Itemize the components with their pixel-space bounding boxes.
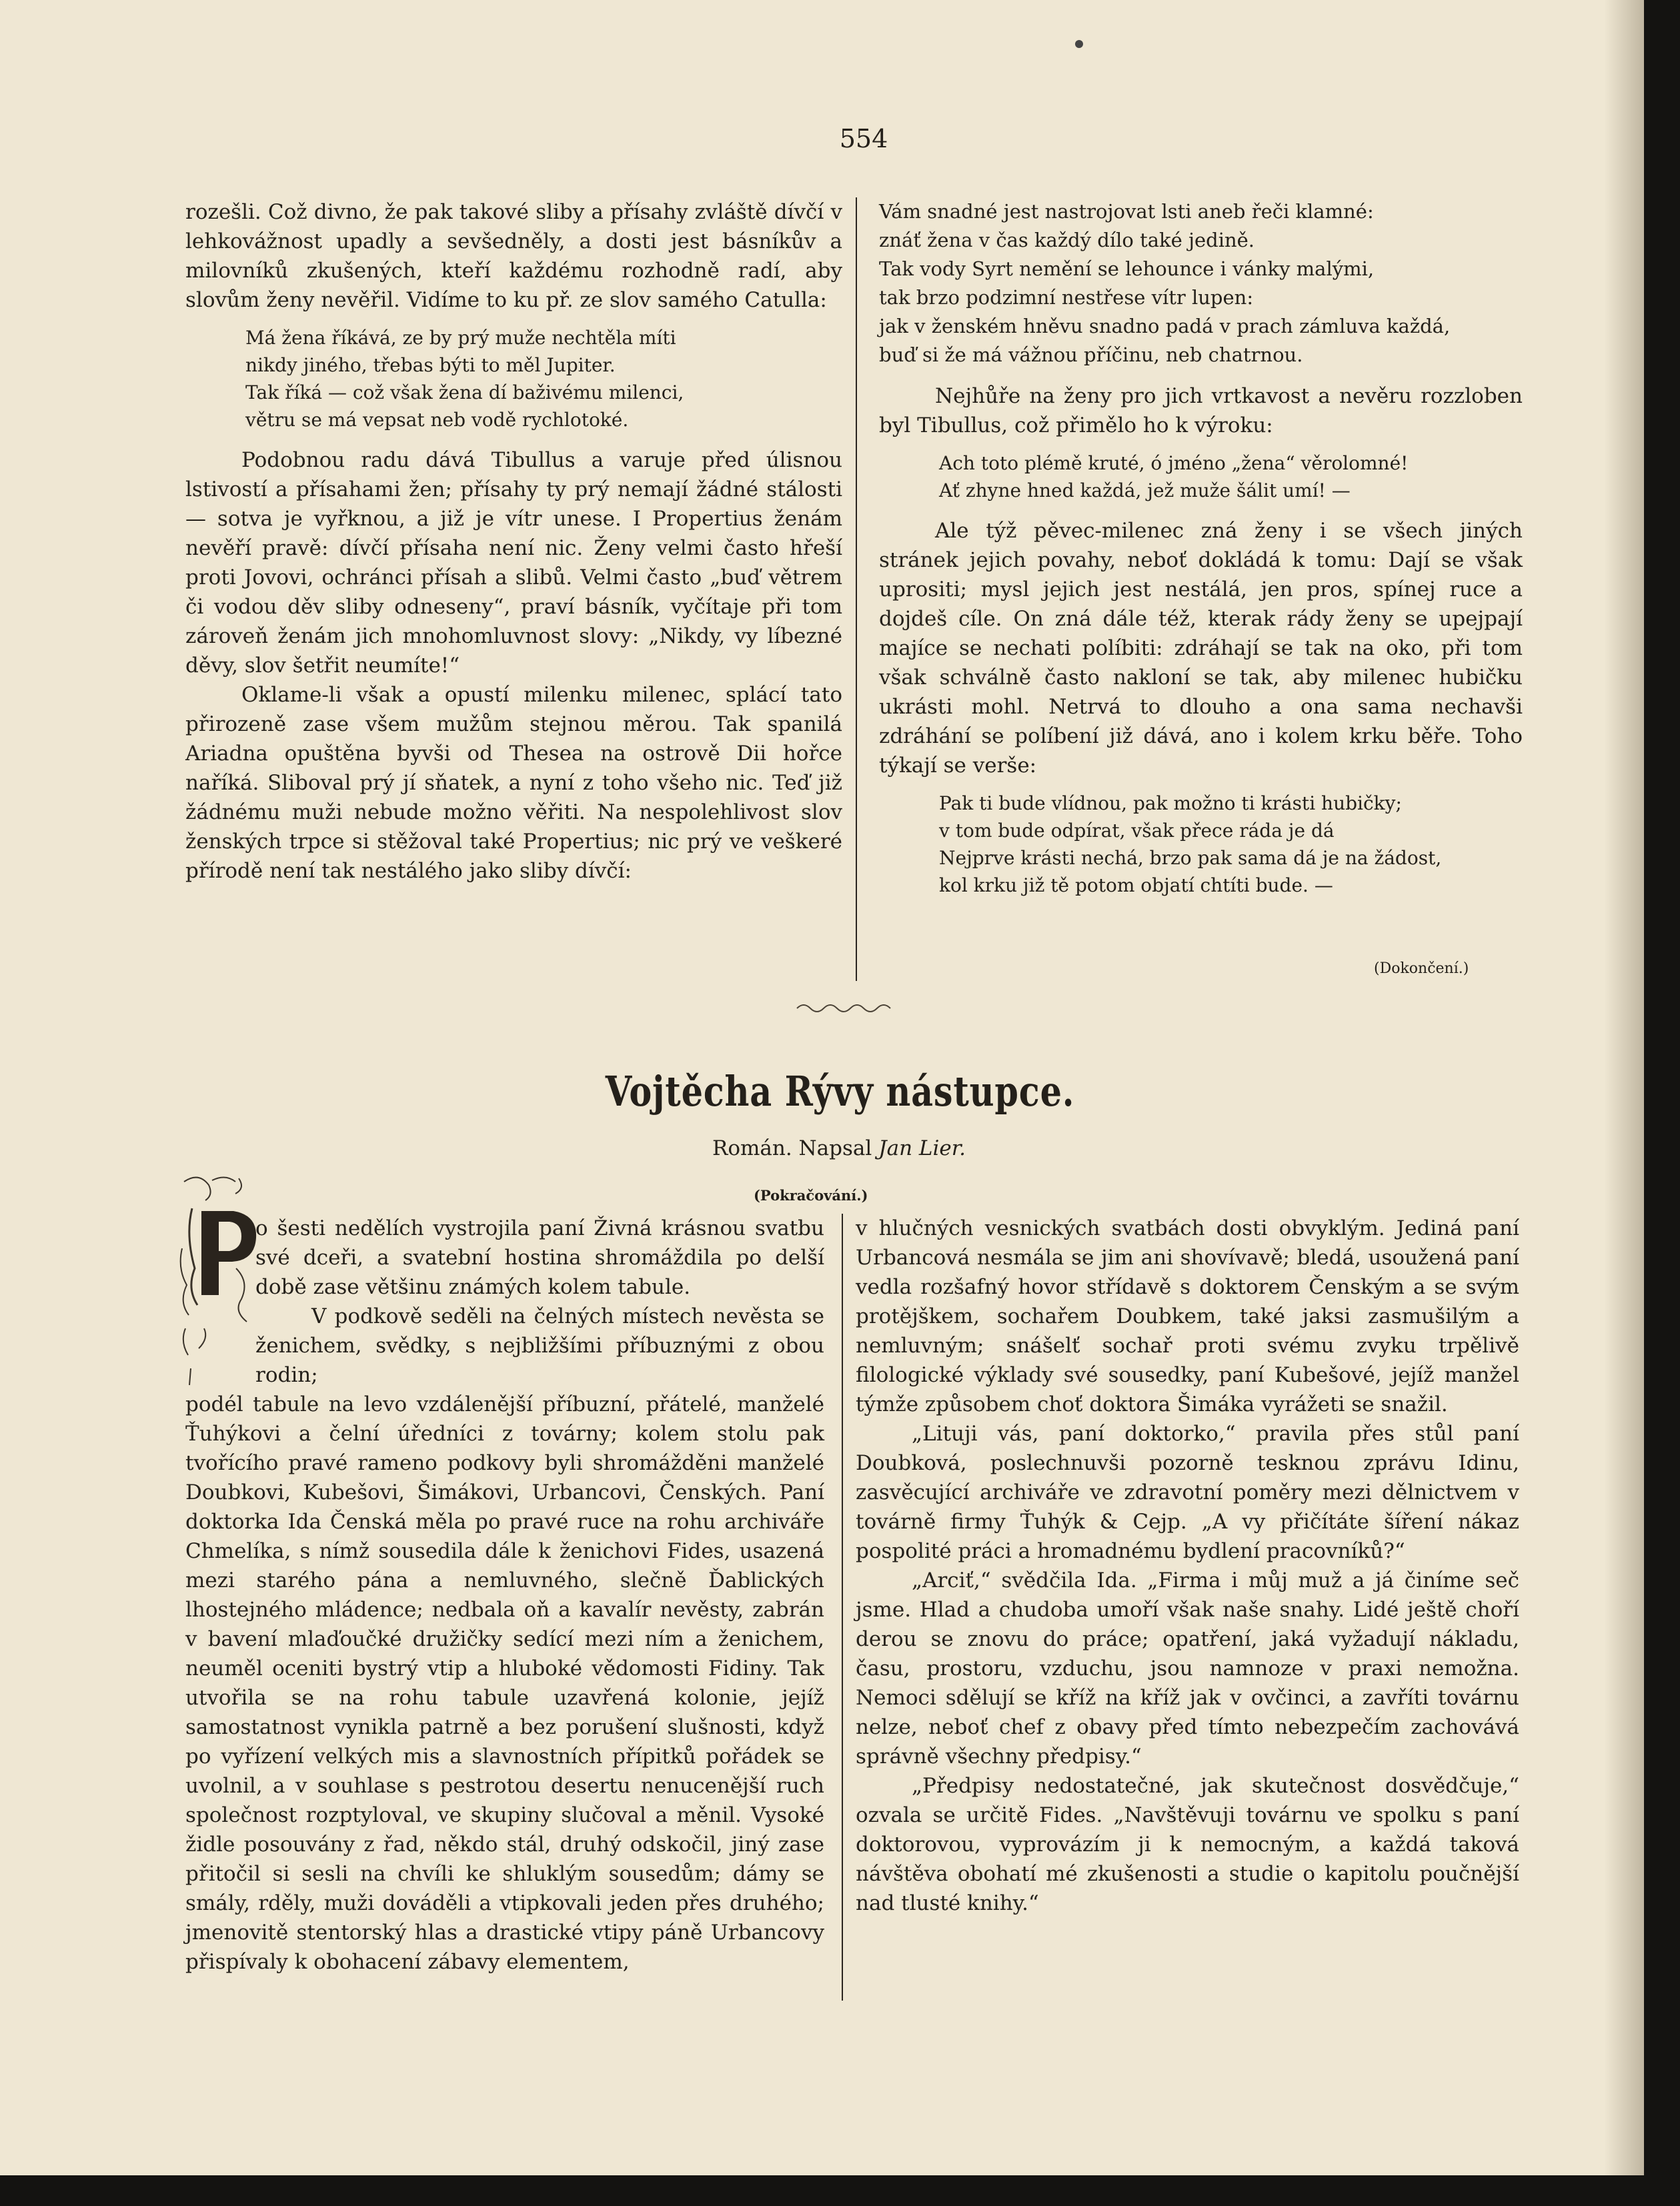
ink-dot (1075, 40, 1083, 48)
verse-line: větru se má vepsat neb vodě rychlotoké. (245, 409, 629, 431)
verse-line: tak brzo podzimní nestřese vítr lupen: (879, 286, 1254, 309)
verse-line: Pak ti bude vlídnou, pak možno ti krásti hubičky; (939, 792, 1402, 814)
paragraph: „Předpisy nedostatečné, jak skutečnost dosvědčuje,“ ozvala se určitě Fides. „Navštěvuji továrnu ve spolku s paní doktorovou, vyprovázím ji k nemocným, a každá taková návštěva obohatí mé zkušenosti a studie o kapitolu poučnější nad tlusté knihy.“ (856, 1774, 1519, 1915)
essay-column-right (879, 197, 1523, 911)
story-column-right (856, 1214, 1519, 1918)
continuation-note: (Pokračování.) (754, 1187, 868, 1204)
story-subtitle (712, 1136, 966, 1160)
author-name: Jan Lier. (878, 1136, 966, 1160)
verse-line: jak v ženském hněvu snadno padá v prach zámluva každá, (879, 315, 1451, 337)
verse-line: znáť žena v čas každý dílo také jedině. (879, 229, 1255, 251)
paragraph: v hlučných vesnických svatbách dosti obvyklým. Jediná paní Urbancová nesmála se jim ani shovívavě; bledá, usoužená paní vedla rozšafný hovor střídavě s doktorem Čenským a se svým protějškem, sochařem Doubkem, také jaksi zasmušilým a nemluvným; snášelť sochař proti svému zvyku trpělivě filologické výklady své sousedky, paní Kubešové, jejíž manžel týmže způsobem choť doktora Šimáka vyrážeti se snažil. (856, 1216, 1519, 1416)
verse-line: Tak vody Syrt nemění se lehounce i vánky malými, (879, 257, 1375, 280)
paragraph: o šesti nedělích vystrojila paní Živná krásnou svatbu své dceři, a svatební hostina shromáždila po delší době zase většinu známých kolem tabule. (255, 1216, 824, 1299)
paragraph: „Lituji vás, paní doktorko,“ pravila přes stůl paní Doubková, poslechnuvši pozorně tesknou zprávu Idinu, zasvěcující archiváře ve zdravotní poměry mezi dělnictvem v továrně firmy Ťuhýk & Cejp. „A vy přičítáte šíření nákaz pospolité práci a hromadnému bydlení pracovníků?“ (856, 1422, 1519, 1563)
story-title: Vojtěcha Rývy nástupce. (605, 1067, 1075, 1116)
verse-block (939, 449, 1523, 504)
paragraph: Nejhůře na ženy pro jich vrtkavost a nevěru rozzloben byl Tibullus, což přimělo ho k výroku: (879, 384, 1523, 437)
essay-column-left (185, 197, 842, 886)
paragraph: Oklame-li však a opustí milenku milenec, splácí tato přirozeně zase všem mužům stejnou měrou. Tak spanilá Ariadna opuštěna byvši od Thesea na ostrově Dii hořce naříká. Sliboval prý jí sňatek, a nyní z toho všeho nic. Teď již žádnému muži nebude možno věřiti. Na nespolehlivost slov ženských trpce si stěžoval také Propertius; nic prý ve veškeré přírodě není tak nestálého jako sliby dívčí: (185, 683, 842, 883)
verse-line: Má žena říkává, ze by prý muže nechtěla míti (245, 327, 676, 349)
verse-line: Tak říká — což však žena dí baživému milenci, (245, 381, 684, 403)
verse-line: Vám snadné jest nastrojovat lsti aneb řeči klamné: (879, 200, 1374, 223)
paragraph: „Arciť,“ svědčila Ida. „Firma i můj muž a já činíme seč jsme. Hlad a chudoba umoří však naše snahy. Lidé ještě choří derou se znovu do práce; opatření, jaká vyžadují nákladu, času, prostoru, vzduchu, jsou namnoze v praxi nemožna. Nemoci sdělují se kříž na kříž jak v ovčinci, a zavříti továrnu nelze, neboť chef z obavy před tímto nebezpečím zachovává správně všechny předpisy.“ (856, 1568, 1519, 1769)
subtitle-prefix: Román. Napsal (712, 1136, 872, 1160)
page-number: 554 (839, 124, 888, 153)
paragraph: V podkově seděli na čelných místech nevěsta se ženichem, svědky, s nejbližšími příbuznými z obou rodin; (255, 1304, 824, 1387)
verse-block (939, 790, 1523, 899)
continued-note: (Dokončení.) (1374, 960, 1469, 977)
section-ornament (794, 999, 894, 1015)
verse-block (245, 324, 842, 433)
column-divider-bottom (842, 1214, 843, 2001)
paragraph: podél tabule na levo vzdálenější příbuzní, přátelé, manželé Ťuhýkovi a čelní úředníci z továrny; kolem stolu pak tvořícího pravé rameno podkovy byli shromážděni manželé Doubkovi, Kubešovi, Šimákovi, Urbancovi, Čenských. Paní doktorka Ida Čenská měla po pravé ruce na rohu archiváře Chmelíka, s nímž sousedila dále k ženichovi Fides, usazená mezi starého pána a nemluvného, slečně Ďablických lhostejného mládence; nedbala oň a kavalír nevěsty, zabrán v bavení mlaďoučké družičky sedící mezi ním a ženichem, neuměl oceniti bystrý vtip a hluboké vědomosti Fidiny. Tak utvořila se na rohu tabule uzavřená kolonie, jejíž samostatnost vynikla patrně a bez porušení slušnosti, když po vyřízení velkých mis a slavnostních přípitků pořádek se uvolnil, a v souhlase s pestrotou desertu nenucenější ruch společnost rozptyloval, ve skupiny slučoval a měnil. Vysoké židle posouvány z řad, někdo stál, druhý odskočil, jiný zase přitočil si sesli na chvíli ke shluklým sousedům; dámy se smály, rděly, muži dováděli a vtipkovali jeden přes druhého; jmenovitě stentorský hlas a drastické vtipy páně Urbancovy přispívaly k obohacení zábavy elementem, (185, 1392, 824, 1974)
paragraph: Ale týž pěvec-milenec zná ženy i se všech jiných stránek jejich povahy, neboť dokládá k tomu: Dají se však uprositi; mysl jejich jest nestálá, jen pros, spínej ruce a dojdeš cíle. On zná dále též, kterak rády ženy se upejpají majíce se nechati políbiti: zdráhají se tak na oko, při tom však schválně často nakloní se tak, aby milenec hubičku ukrásti mohl. Netrvá to dlouho a ona sama nechavši zdráhání se políbení již dává, ano i kolem krku běře. Toho týkají se verše: (879, 519, 1523, 778)
page-edge-shadow (1604, 0, 1644, 2175)
verse-line: Ach toto plémě kruté, ó jméno „žena“ věrolomné! (939, 452, 1409, 474)
verse-line: Ať zhyne hned každá, jež muže šálit umí! — (939, 479, 1351, 501)
verse-line: Nejprve krásti nechá, brzo pak sama dá je na žádost, (939, 847, 1442, 869)
paragraph: rozešli. Což divno, že pak takové sliby a přísahy zvláště dívčí v lehkovážnost upadly a sevšedněly, a dosti jest básníkův a milovníků zkušených, kteří každému rozhodně radí, aby slovům ženy nevěřil. Vidíme to ku př. ze slov samého Catulla: (185, 200, 842, 312)
verse-line: nikdy jiného, třebas býti to měl Jupiter. (245, 354, 616, 376)
verse-line: buď si že má vážnou příčinu, neb chatrnou. (879, 343, 1303, 366)
story-column-left (185, 1214, 824, 1977)
verse-line: v tom bude odpírat, však přece ráda je dá (939, 820, 1335, 842)
verse-line: kol krku již tě potom objatí chtíti bude. — (939, 874, 1333, 896)
column-divider-top (856, 197, 857, 981)
verse-block (879, 197, 1523, 369)
paragraph: Podobnou radu dává Tibullus a varuje před úlisnou lstivostí a přísahami žen; přísahy ty prý nemají žádné stálosti — sotva je vyřknou, a již je vítr unese. I Propertius ženám nevěří pravě: dívčí přísaha není nic. Ženy velmi často hřeší proti Jovovi, ochránci přísah a slibů. Velmi často „buď větrem či vodou děv sliby odneseny“, praví básník, vyčítaje při tom zároveň ženám jich mnohomluvnost slovy: „Nikdy, vy líbezné děvy, slov šetřit neumíte!“ (185, 448, 842, 678)
